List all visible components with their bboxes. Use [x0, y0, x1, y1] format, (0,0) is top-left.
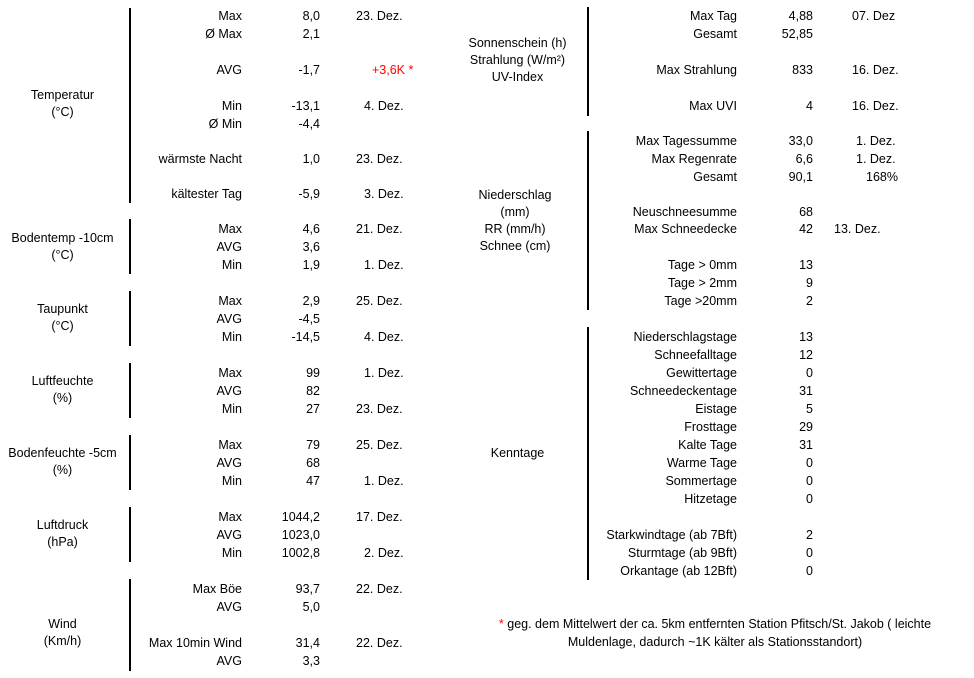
row-value: 1,0: [302, 152, 320, 166]
temperature-title: Temperatur: [30, 88, 95, 102]
row-date: 3. Dez.: [364, 187, 404, 201]
dewpoint-max-value: 2,9: [302, 294, 320, 308]
precip-max-rate-date: 1. Dez.: [856, 152, 896, 166]
wind-unit: (Km/h): [43, 634, 82, 648]
dewpoint-unit: (°C): [51, 319, 74, 333]
wind-divider: [129, 579, 131, 671]
humidity-min-date: 23. Dez.: [356, 402, 403, 416]
frost-days-label: Frosttage: [684, 420, 737, 434]
pressure-min-value: 1002,8: [281, 546, 320, 560]
soil-moisture-group-label: [0, 445, 125, 479]
key-days-group-label: [450, 445, 585, 462]
row-label: Ø Min: [208, 117, 242, 131]
key-days-title: Kenntage: [490, 446, 545, 460]
soil-moisture-divider: [129, 435, 131, 490]
row-label: Ø Max: [205, 27, 242, 41]
wind-10min-date: 22. Dez.: [356, 636, 403, 650]
soil-moisture-max-value: 79: [306, 438, 320, 452]
row-label: wärmste Nacht: [158, 152, 242, 166]
pressure-unit: (hPa): [47, 535, 78, 549]
pressure-min-label: Min: [221, 546, 242, 560]
days-over-20mm-value: 2: [806, 294, 813, 308]
pressure-divider: [129, 507, 131, 562]
precipitation-title: Niederschlag: [478, 188, 552, 202]
pressure-max-date: 17. Dez.: [356, 510, 403, 524]
temperature-divider: [129, 8, 131, 203]
humidity-title: Luftfeuchte: [31, 374, 94, 388]
soil-temp-min-date: 1. Dez.: [364, 258, 404, 272]
soil-temp-avg-value: 3,6: [302, 240, 320, 254]
soil-temp-min-value: 1,9: [302, 258, 320, 272]
precip-days-label: Niederschlagstage: [633, 330, 737, 344]
soil-temp-min-label: Min: [221, 258, 242, 272]
sunshine-divider: [587, 7, 589, 116]
dewpoint-min-label: Min: [221, 330, 242, 344]
wind-10min-value: 31,4: [295, 636, 320, 650]
row-label: Min: [221, 99, 242, 113]
soil-temp-avg-label: AVG: [216, 240, 242, 254]
row-value: -5,9: [298, 187, 320, 201]
pressure-max-value: 1044,2: [281, 510, 320, 524]
dewpoint-max-label: Max: [218, 294, 242, 308]
ice-days-label: Eistage: [695, 402, 737, 416]
soil-temp-max-label: Max: [218, 222, 242, 236]
wind-gust-label: Max Böe: [192, 582, 242, 596]
heat-days-label: Hitzetage: [684, 492, 737, 506]
pressure-max-label: Max: [218, 510, 242, 524]
hurricane-days-label: Orkantage (ab 12Bft): [620, 564, 737, 578]
ice-days-value: 5: [806, 402, 813, 416]
soil-temp-max-value: 4,6: [302, 222, 320, 236]
soil-moisture-unit: (%): [52, 463, 73, 477]
storm-days-value: 0: [806, 546, 813, 560]
frost-days-value: 29: [799, 420, 813, 434]
temperature-anomaly: +3,6K *: [372, 63, 414, 77]
dewpoint-max-date: 25. Dez.: [356, 294, 403, 308]
soil-moisture-min-label: Min: [221, 474, 242, 488]
soil-temp-title: Bodentemp -10cm: [11, 231, 114, 245]
sunshine-total-label: Gesamt: [693, 27, 737, 41]
snowfall-days-label: Schneefalltage: [654, 348, 737, 362]
uvi-max-label: Max UVI: [689, 99, 737, 113]
wind-10min-avg-value: 3,3: [302, 654, 320, 668]
footnote: [470, 615, 960, 651]
precip-days-value: 13: [799, 330, 813, 344]
key-days-divider: [587, 327, 589, 580]
row-label: AVG: [216, 63, 242, 77]
soil-temp-max-date: 21. Dez.: [356, 222, 403, 236]
cold-days-value: 31: [799, 438, 813, 452]
precipitation-group-label: [445, 187, 585, 255]
precip-max-daily-label: Max Tagessumme: [635, 134, 737, 148]
row-date: 4. Dez.: [364, 99, 404, 113]
precip-total-label: Gesamt: [693, 170, 737, 184]
humidity-avg-value: 82: [306, 384, 320, 398]
soil-temp-unit: (°C): [51, 248, 74, 262]
wind-avg-value: 5,0: [302, 600, 320, 614]
soil-moisture-min-value: 47: [306, 474, 320, 488]
wind-gust-date: 22. Dez.: [356, 582, 403, 596]
radiation-title: Strahlung (W/m²): [469, 53, 566, 67]
precip-max-daily-date: 1. Dez.: [856, 134, 896, 148]
days-over-0mm-value: 13: [799, 258, 813, 272]
row-value: 8,0: [302, 9, 320, 23]
uvi-max-date: 16. Dez.: [852, 99, 899, 113]
pressure-min-date: 2. Dez.: [364, 546, 404, 560]
warm-days-label: Warme Tage: [666, 456, 737, 470]
days-over-20mm-label: Tage >20mm: [664, 294, 737, 308]
row-value: 2,1: [302, 27, 320, 41]
radiation-max-value: 833: [792, 63, 813, 77]
soil-moisture-max-label: Max: [218, 438, 242, 452]
footnote-line-2: Muldenlage, dadurch ~1K kälter als Stationsstandort): [567, 635, 863, 649]
dewpoint-title: Taupunkt: [37, 302, 88, 316]
row-value: -13,1: [291, 99, 320, 113]
dewpoint-group-label: [0, 301, 125, 335]
humidity-group-label: [0, 373, 125, 407]
precip-total-value: 90,1: [788, 170, 813, 184]
soil-moisture-min-date: 1. Dez.: [364, 474, 404, 488]
radiation-max-date: 16. Dez.: [852, 63, 899, 77]
humidity-min-label: Min: [221, 402, 242, 416]
storm-days-label: Sturmtage (ab 9Bft): [627, 546, 737, 560]
dewpoint-min-value: -14,5: [291, 330, 320, 344]
days-over-2mm-value: 9: [806, 276, 813, 290]
precip-max-rate-label: Max Regenrate: [651, 152, 737, 166]
heat-days-value: 0: [806, 492, 813, 506]
row-value: -4,4: [298, 117, 320, 131]
precip-max-daily-value: 33,0: [788, 134, 813, 148]
precipitation-divider: [587, 131, 589, 310]
sunshine-title: Sonnenschein (h): [468, 36, 567, 50]
humidity-max-value: 99: [306, 366, 320, 380]
thunder-days-label: Gewittertage: [666, 366, 737, 380]
wind-group-label: [0, 616, 125, 650]
snow-cover-days-value: 31: [799, 384, 813, 398]
pressure-title: Luftdruck: [36, 518, 89, 532]
humidity-max-date: 1. Dez.: [364, 366, 404, 380]
precipitation-unit: (mm): [500, 205, 530, 219]
strong-wind-days-label: Starkwindtage (ab 7Bft): [606, 528, 737, 542]
soil-temp-divider: [129, 219, 131, 274]
humidity-avg-label: AVG: [216, 384, 242, 398]
row-label: kältester Tag: [171, 187, 242, 201]
row-value: -1,7: [298, 63, 320, 77]
footnote-text-1: geg. dem Mittelwert der ca. 5km entfernten Station Pfitsch/St. Jakob ( leichte: [503, 617, 932, 631]
uv-title: UV-Index: [491, 70, 544, 84]
days-over-2mm-label: Tage > 2mm: [667, 276, 737, 290]
sunshine-max-day-date: 07. Dez: [852, 9, 896, 23]
pressure-avg-value: 1023,0: [281, 528, 320, 542]
days-over-0mm-label: Tage > 0mm: [667, 258, 737, 272]
wind-gust-value: 93,7: [295, 582, 320, 596]
strong-wind-days-value: 2: [806, 528, 813, 542]
wind-title: Wind: [48, 617, 77, 631]
footnote-asterisk: *: [498, 617, 504, 631]
humidity-unit: (%): [52, 391, 73, 405]
soil-moisture-title: Bodenfeuchte -5cm: [8, 446, 117, 460]
wind-10min-label: Max 10min Wind: [148, 636, 242, 650]
thunder-days-value: 0: [806, 366, 813, 380]
snow-title: Schnee (cm): [479, 239, 551, 253]
uvi-max-value: 4: [806, 99, 813, 113]
footnote-line-1: [470, 615, 960, 633]
wind-avg-label: AVG: [216, 600, 242, 614]
new-snow-value: 68: [799, 205, 813, 219]
summer-days-label: Sommertage: [665, 474, 737, 488]
pressure-group-label: [0, 517, 125, 551]
humidity-divider: [129, 363, 131, 418]
cold-days-label: Kalte Tage: [678, 438, 737, 452]
temperature-unit: (°C): [51, 105, 74, 119]
pressure-avg-label: AVG: [216, 528, 242, 542]
sunshine-max-day-label: Max Tag: [689, 9, 737, 23]
humidity-min-value: 27: [306, 402, 320, 416]
max-snow-depth-label: Max Schneedecke: [634, 222, 737, 236]
hurricane-days-value: 0: [806, 564, 813, 578]
precip-max-rate-value: 6,6: [795, 152, 813, 166]
sunshine-group-label: [450, 35, 585, 86]
max-snow-depth-value: 42: [799, 222, 813, 236]
sunshine-max-day-value: 4,88: [788, 9, 813, 23]
dewpoint-divider: [129, 291, 131, 346]
soil-temp-group-label: [0, 230, 125, 264]
summer-days-value: 0: [806, 474, 813, 488]
radiation-max-label: Max Strahlung: [656, 63, 737, 77]
precip-total-percent: 168%: [866, 170, 898, 184]
soil-moisture-avg-value: 68: [306, 456, 320, 470]
row-label: Max: [218, 9, 242, 23]
snow-cover-days-label: Schneedeckentage: [629, 384, 737, 398]
dewpoint-avg-label: AVG: [216, 312, 242, 326]
snowfall-days-value: 12: [799, 348, 813, 362]
row-date: 23. Dez.: [356, 152, 403, 166]
dewpoint-avg-value: -4,5: [298, 312, 320, 326]
max-snow-depth-date: 13. Dez.: [834, 222, 881, 236]
warm-days-value: 0: [806, 456, 813, 470]
humidity-max-label: Max: [218, 366, 242, 380]
temperature-group-label: [0, 87, 125, 121]
wind-10min-avg-label: AVG: [216, 654, 242, 668]
rain-rate-title: RR (mm/h): [484, 222, 546, 236]
soil-moisture-avg-label: AVG: [216, 456, 242, 470]
new-snow-label: Neuschneesumme: [632, 205, 737, 219]
sunshine-total-value: 52,85: [781, 27, 813, 41]
dewpoint-min-date: 4. Dez.: [364, 330, 404, 344]
row-date: 23. Dez.: [356, 9, 403, 23]
soil-moisture-max-date: 25. Dez.: [356, 438, 403, 452]
